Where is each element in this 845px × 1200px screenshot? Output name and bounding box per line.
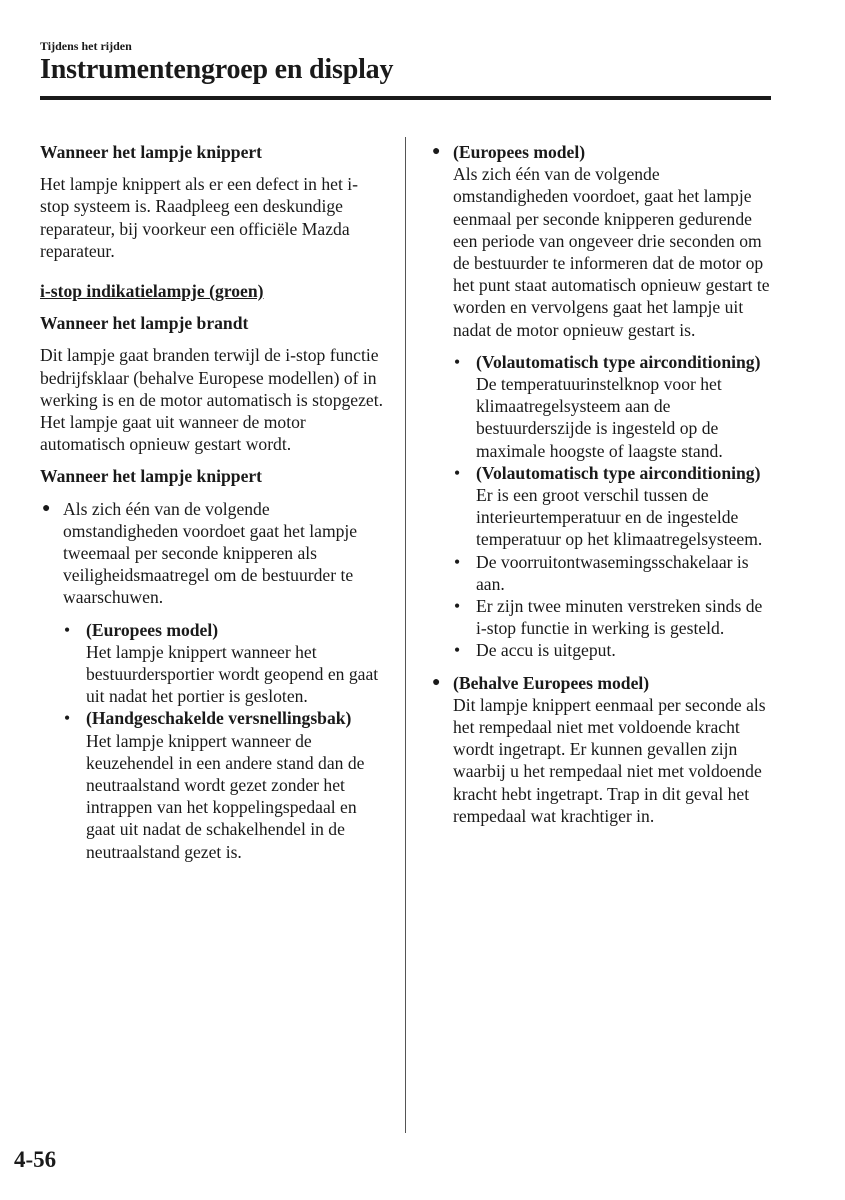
sub-item-title: (Volautomatisch type airconditioning) (476, 351, 761, 372)
paragraph-defect: Het lampje knippert als er een defect in het i-stop systeem is. Raadpleeg een deskundige reparateur, bij voorkeur een officiële Mazda reparateur. (40, 174, 359, 261)
sub-item-title: (Volautomatisch type airconditioning) (476, 462, 761, 483)
sub-list-item (430, 462, 775, 551)
header-rule (40, 96, 771, 100)
dash-icon: • (454, 551, 461, 572)
list-item-text: Dit lampje knippert eenmaal per seconde als het rempedaal niet met voldoende kracht wordt ingetrapt. Er kunnen gevallen zijn waarbij u het rempedaal niet met voldoende kracht hebt ingetrapt. Trap in dit geval het rempedaal wat krachtiger in. (453, 694, 766, 826)
bullet-icon: ● (432, 674, 441, 690)
dash-icon: • (454, 351, 461, 372)
sub-item-text: Het lampje knippert wanneer de keuzehendel in een andere stand dan de neutraalstand wordt gezet zonder het intrappen van het koppelingspedaal en gaat uit nadat de schakelhendel in de neutraalstand gezet is. (86, 730, 365, 862)
list-item (40, 498, 385, 609)
bullet-icon: ● (432, 144, 441, 159)
sub-list-item (40, 619, 385, 708)
right-column (430, 141, 775, 827)
sub-list-item (430, 551, 775, 595)
sub-list-item (430, 639, 775, 661)
dash-icon: • (64, 708, 71, 729)
page-number: 4-56 (14, 1147, 57, 1172)
heading-blinking-1: Wanneer het lampje knippert (40, 142, 263, 162)
section-label: Tijdens het rijden (40, 39, 132, 53)
sub-item-title: (Handgeschakelde versnellingsbak) (86, 708, 352, 729)
subsection-title: i-stop indikatielampje (groen) (40, 281, 264, 302)
list-item (430, 672, 775, 827)
sub-item-text: Er is een groot verschil tussen de interieurtemperatuur en de ingestelde temperatuur op het klimaatregelsysteem. (476, 485, 763, 550)
list-item-text: Als zich één van de volgende omstandigheden voordoet gaat het lampje tweemaal per seconde knipperen als veiligheidsmaatregel om de bestuurder te waarschuwen. (63, 498, 358, 608)
dash-icon: • (454, 640, 461, 661)
list-item-title: (Europees model) (453, 142, 586, 162)
sub-item-title: (Europees model) (86, 619, 219, 640)
list-item-text: Als zich één van de volgende omstandigheden voordoet, gaat het lampje eenmaal per seconde knipperen gedurende een periode van ongeveer drie seconden om de bestuurder te informeren dat de motor op het punt staat automatisch opnieuw gestart te worden en vervolgens gaat het lampje uit nadat de motor opnieuw gestart is. (453, 164, 770, 340)
heading-lit: Wanneer het lampje brandt (40, 313, 249, 334)
page-title: Instrumentengroep en display (40, 54, 394, 85)
dash-icon: • (454, 596, 461, 617)
paragraph-lit: Dit lampje gaat branden terwijl de i-stop functie bedrijfsklaar (behalve Europese modellen) of in werking is en de motor automatisch is stopgezet. Het lampje gaat uit wanneer de motor automatisch opnieuw gestart wordt. (40, 345, 384, 455)
sub-item-text: De voorruitontwasemingsschakelaar is aan. (476, 551, 749, 594)
dash-icon: • (64, 619, 71, 640)
sub-item-text: De accu is uitgeput. (476, 640, 616, 661)
sub-list-item (430, 595, 775, 639)
left-column (40, 141, 385, 863)
sub-item-text: De temperatuurinstelknop voor het klimaatregelsysteem aan de bestuurderszijde is ingesteld op de maximale hoogste of laagste stand. (476, 374, 723, 461)
list-item-title: (Behalve Europees model) (453, 672, 650, 693)
sub-list-item (40, 707, 385, 862)
sub-list-item (430, 351, 775, 462)
bullet-icon: ● (42, 500, 51, 516)
list-item (430, 141, 775, 341)
dash-icon: • (454, 462, 461, 483)
sub-item-text: Het lampje knippert wanneer het bestuurdersportier wordt geopend en gaat uit nadat het portier is gesloten. (86, 641, 379, 707)
heading-blinking-2: Wanneer het lampje knippert (40, 466, 263, 487)
sub-item-text: Er zijn twee minuten verstreken sinds de i-stop functie in werking is gesteld. (476, 596, 763, 639)
column-divider (405, 137, 406, 1133)
